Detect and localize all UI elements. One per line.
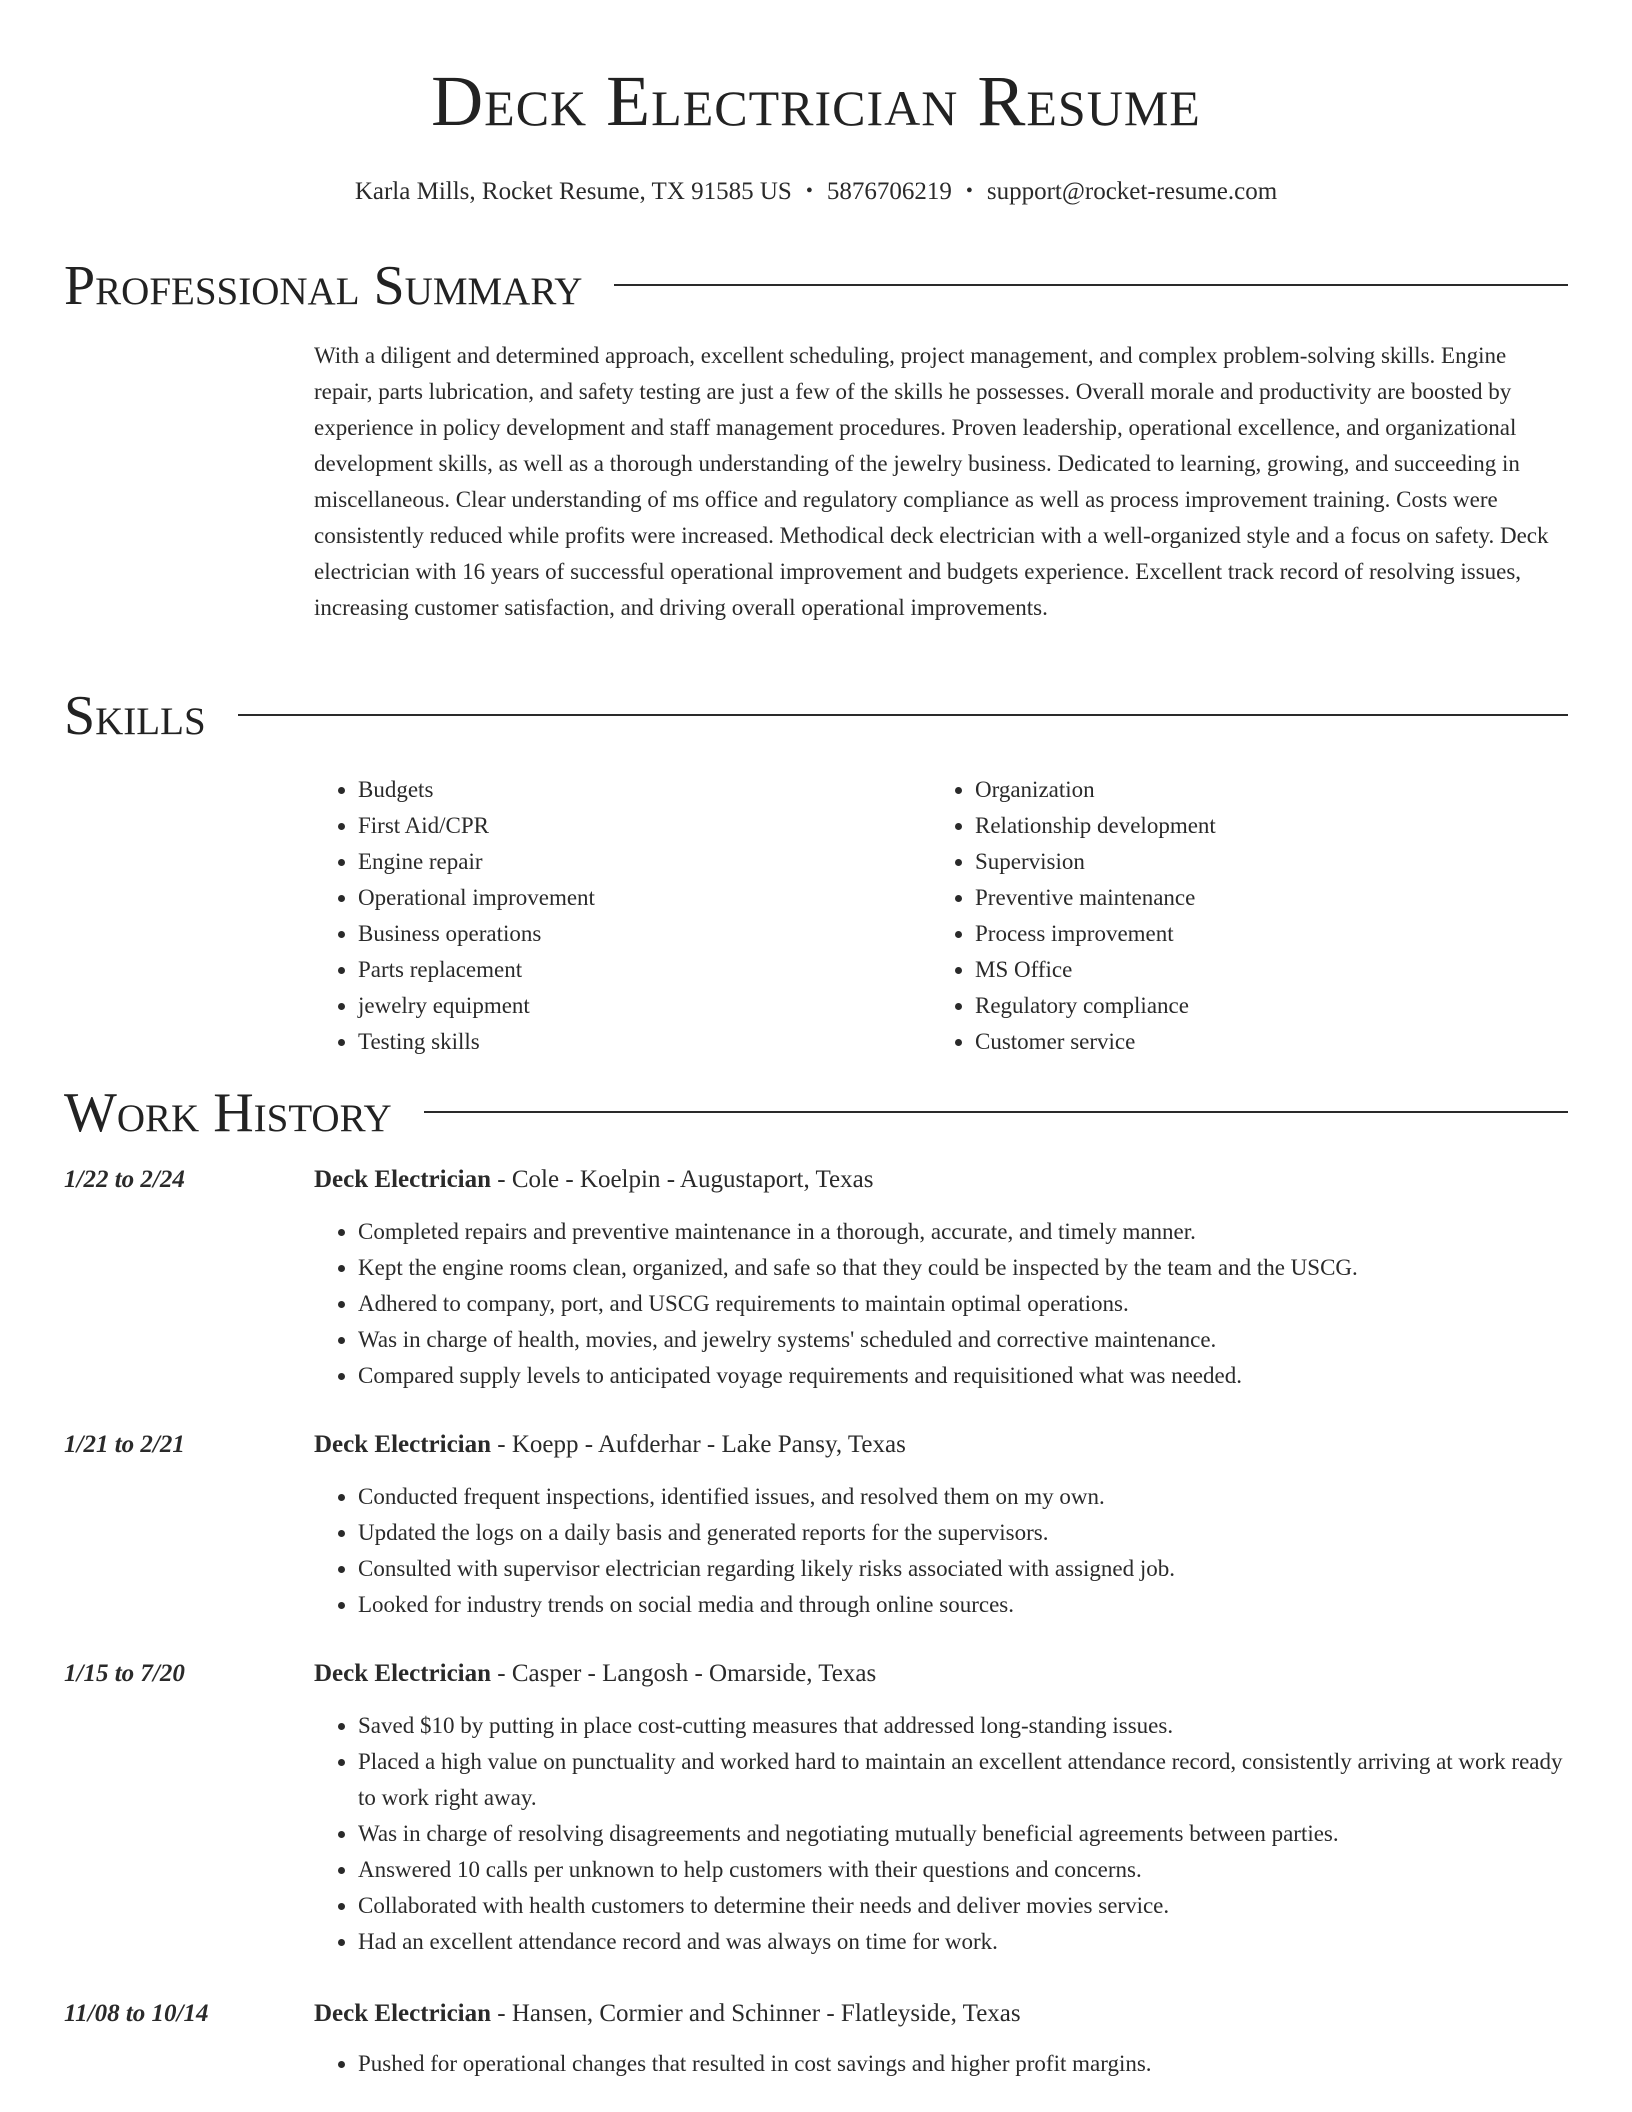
job-duty: • Pushed for operational changes that resulted in cost savings and higher profit margins.: [358, 2046, 1568, 2082]
job-duty: • Conducted frequent inspections, identified issues, and resolved them on my own.: [358, 1479, 1568, 1515]
skills-section-heading: [64, 686, 1568, 748]
job-header: [64, 1656, 1568, 1692]
section-divider: [424, 1111, 1568, 1113]
job-title: Deck Electrician: [314, 1660, 492, 1687]
job-duties: [314, 2046, 1568, 2082]
work-section-heading: [64, 1083, 1568, 1145]
skill-item: • MS Office: [975, 952, 1548, 988]
job-header: [64, 1427, 1568, 1463]
job-dates: 1/15 to 7/20: [64, 1660, 185, 1687]
job-employer: - Koepp - Aufderhar - Lake Pansy, Texas: [491, 1431, 906, 1458]
section-divider: [238, 714, 1568, 716]
job-header: [64, 1162, 1568, 1198]
section-divider: [614, 284, 1568, 286]
job-duty: • Answered 10 calls per unknown to help customers with their questions and concerns.: [358, 1852, 1568, 1888]
summary-heading-label: Professional Summary: [64, 255, 583, 317]
contact-separator: •: [965, 180, 973, 202]
contact-separator: •: [805, 180, 813, 202]
job-duty: • Saved $10 by putting in place cost-cutting measures that addressed long-standing issues.: [358, 1708, 1568, 1744]
job-entry: [64, 1996, 1568, 2082]
job-employer: - Hansen, Cormier and Schinner - Flatleyside, Texas: [491, 2000, 1021, 2027]
job-duties: [314, 1214, 1568, 1394]
job-dates: 1/22 to 2/24: [64, 1166, 185, 1193]
job-header: [64, 1996, 1568, 2032]
skill-item: • Engine repair: [358, 844, 931, 880]
job-duty: • Compared supply levels to anticipated voyage requirements and requisitioned what was needed.: [358, 1358, 1568, 1394]
skill-item: • Testing skills: [358, 1024, 931, 1060]
skill-item: • Regulatory compliance: [975, 988, 1548, 1024]
summary-text: With a diligent and determined approach, excellent scheduling, project management, and complex problem-solving skills. Engine repair, parts lubrication, and safety testing are just a few of the skills he possesses. Overall morale and productivity are boosted by experience in policy development and staff management procedures. Proven leadership, operational excellence, and organizational development skills, as well as a thorough understanding of the jewelry business. Dedicated to learning, growing, and succeeding in miscellaneous. Clear understanding of ms office and regulatory compliance as well as process improvement training. Costs were consistently reduced while profits were increased. Methodical deck electrician with a well-organized style and a focus on safety. Deck electrician with 16 years of successful operational improvement and budgets experience. Excellent track record of resolving issues, increasing customer satisfaction, and driving overall operational improvements.: [314, 343, 1549, 620]
summary-section-heading: [64, 256, 1568, 318]
skill-item: • jewelry equipment: [358, 988, 931, 1024]
job-duties: [314, 1708, 1568, 1960]
skill-item: • Customer service: [975, 1024, 1548, 1060]
job-title: Deck Electrician: [314, 2000, 492, 2027]
job-heading: [314, 1427, 906, 1463]
skill-item: • Supervision: [975, 844, 1548, 880]
skills-column-left: [314, 772, 931, 1060]
job-duty: • Looked for industry trends on social media and through online sources.: [358, 1587, 1568, 1623]
skill-item: • Business operations: [358, 916, 931, 952]
job-employer: - Casper - Langosh - Omarside, Texas: [491, 1660, 877, 1687]
skill-item: • Relationship development: [975, 808, 1548, 844]
skills-list: [314, 772, 1568, 1060]
job-dates: 11/08 to 10/14: [64, 2000, 209, 2027]
job-duty: • Consulted with supervisor electrician regarding likely risks associated with assigned job.: [358, 1551, 1568, 1587]
job-heading: [314, 1162, 873, 1198]
contact-address: Karla Mills, Rocket Resume, TX 91585 US: [354, 178, 792, 205]
skill-item: • First Aid/CPR: [358, 808, 931, 844]
job-duty: • Updated the logs on a daily basis and generated reports for the supervisors.: [358, 1515, 1568, 1551]
skills-heading-label: Skills: [64, 685, 206, 747]
job-heading: [314, 1656, 876, 1692]
contact-email: support@rocket-resume.com: [986, 178, 1278, 205]
job-title: Deck Electrician: [314, 1431, 492, 1458]
skill-item: • Process improvement: [975, 916, 1548, 952]
job-duty: • Had an excellent attendance record and was always on time for work.: [358, 1924, 1568, 1960]
resume-title: Deck Electrician Resume: [431, 61, 1201, 141]
job-duties: [314, 1479, 1568, 1623]
job-entry: [64, 1656, 1568, 1960]
work-heading-label: Work History: [64, 1082, 392, 1144]
job-dates: 1/21 to 2/21: [64, 1431, 185, 1458]
skills-column-right: [931, 772, 1548, 1060]
job-heading: [314, 1996, 1021, 2032]
job-entry: [64, 1427, 1568, 1623]
job-duty: • Adhered to company, port, and USCG requirements to maintain optimal operations.: [358, 1286, 1568, 1322]
job-employer: - Cole - Koelpin - Augustaport, Texas: [491, 1166, 874, 1193]
skill-item: • Operational improvement: [358, 880, 931, 916]
job-duty: • Collaborated with health customers to determine their needs and deliver movies service.: [358, 1888, 1568, 1924]
contact-phone: 5876706219: [826, 178, 952, 205]
job-duty: • Completed repairs and preventive maintenance in a thorough, accurate, and timely manner.: [358, 1214, 1568, 1250]
job-title: Deck Electrician: [314, 1166, 492, 1193]
skill-item: • Organization: [975, 772, 1548, 808]
job-entry: [64, 1162, 1568, 1394]
skill-item: • Budgets: [358, 772, 931, 808]
job-duty: • Was in charge of health, movies, and jewelry systems' scheduled and corrective maintenance.: [358, 1322, 1568, 1358]
job-duty: • Kept the engine rooms clean, organized, and safe so that they could be inspected by the team and the USCG.: [358, 1250, 1568, 1286]
contact-line: [0, 174, 1632, 209]
job-duty: • Was in charge of resolving disagreements and negotiating mutually beneficial agreements between parties.: [358, 1816, 1568, 1852]
skill-item: • Parts replacement: [358, 952, 931, 988]
job-duty: • Placed a high value on punctuality and worked hard to maintain an excellent attendance record, consistently arriving at work ready to work right away.: [358, 1744, 1568, 1816]
skill-item: • Preventive maintenance: [975, 880, 1548, 916]
